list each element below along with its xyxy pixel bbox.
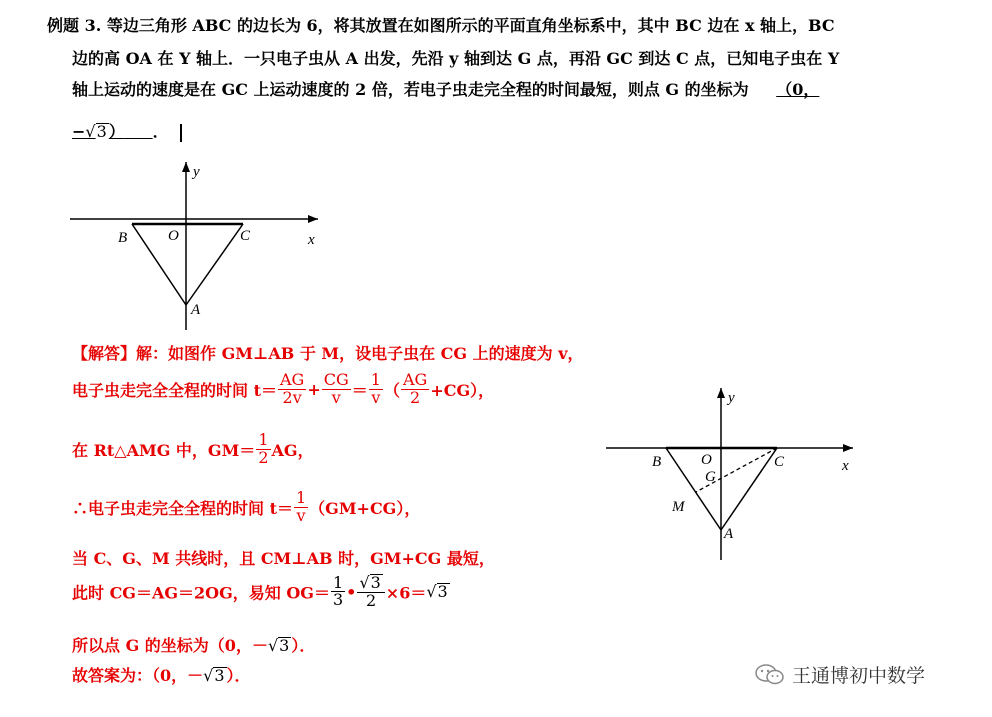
problem-line-1 [47,18,835,34]
fraction-1-2: $\frac{1}{2}$ [258,430,269,467]
fraction-ag-2: $\frac{AG}{2}$ [402,370,428,407]
label-b: B [118,230,128,246]
y-arrow-icon [717,388,725,398]
segment-ba [666,448,721,530]
label-g: G [705,469,716,485]
fraction-root3-2: $\frac{√3}{2}$ [357,574,384,610]
answer-root: 3 [96,122,107,141]
label-m: M [672,499,685,515]
problem-line-2: 边的高 OA 在 Y 轴上．一只电子虫从 A 出发，先沿 y 轴到达 G 点，再沿 GC 到达 C 点，已知电子虫在 Y [72,49,840,68]
fraction-ag-2v: $\frac{AG}{2v}$ [279,370,305,407]
watermark-text: 王通博初中数学 [792,665,926,687]
label-o: O [168,228,179,244]
fraction-1-3: $\frac{1}{3}$ [332,572,344,610]
solution-bracket: 【解答】 [72,344,137,363]
answer-blank-part1: （0， [776,80,820,99]
x-arrow-icon [843,444,853,452]
label-a: A [724,526,734,542]
label-x: x [308,232,315,248]
answer-neg: − [72,122,86,141]
problem-answer-line [72,123,182,142]
label-x: x [842,458,849,474]
end-period: ． [152,122,169,141]
problem-text-1: 等边三角形 ABC 的边长为 6，将其放置在如图所示的平面直角坐标系中，其中 BC 边在 x 轴上，BC [106,16,835,35]
answer-close: ） [108,122,125,141]
segment-ca [186,224,243,305]
fraction-1-v-b: $\frac{1}{v}$ [295,488,307,525]
solution-line-4: ∴电子虫走完全全程的时间 t＝ $\frac{1}{v}$ （GM+CG）， [72,488,421,525]
y-arrow-icon [182,162,190,172]
label-c: C [240,228,251,244]
label-y: y [193,164,200,180]
root-3: 3 [437,582,448,602]
problem-label: 例题 3. [47,16,102,35]
fraction-cg-v: $\frac{CG}{v}$ [323,370,349,407]
solution-text-1: 解：如图作 GM⊥AB 于 M，设电子虫在 CG 上的速度为 v， [136,344,584,363]
label-y: y [728,390,735,406]
solution-line-2: 电子虫走完全全程的时间 t＝ $\frac{AG}{2v}$ + $\frac{CG}{v}$ ＝ $\frac{1}{v}$ （ $\frac{AG}{2}$ +CG）， [72,370,495,407]
label-a: A [191,302,201,318]
solution-line-7: 所以点 G 的坐标为（0，－√3 ）． [72,636,316,655]
figure-1 [60,150,330,340]
problem-text-3: 轴上运动的速度是在 GC 上运动速度的 2 倍，若电子虫走完全程的时间最短，则点 G 的坐标为 [72,80,749,99]
problem-line-3 [72,82,819,98]
solution-line-8: 故答案为：（0，－√3 ）． [72,666,251,685]
answer-blank-part2: −√3 ） [72,122,125,141]
solution-line-5: 当 C、G、M 共线时，且 CM⊥AB 时，GM+CG 最短， [72,549,495,568]
label-o: O [701,452,712,468]
watermark [754,661,925,688]
fraction-1-v: $\frac{1}{v}$ [370,370,381,407]
x-arrow-icon [308,215,318,223]
text-cursor [180,124,182,142]
wechat-icon [754,662,786,688]
figure-2 [600,380,870,565]
solution-line-3: 在 Rt△AMG 中，GM＝ $\frac{1}{2}$ AG， [72,430,314,467]
solution-line-1 [72,341,584,364]
label-b: B [652,454,662,470]
label-c: C [774,454,785,470]
solution-line-6: 此时 CG＝AG＝2OG，易知 OG＝ $\frac{1}{3}$ • $\frac{√3}{2}$ ×6＝√3 [72,572,448,610]
segment-ca [721,448,777,530]
